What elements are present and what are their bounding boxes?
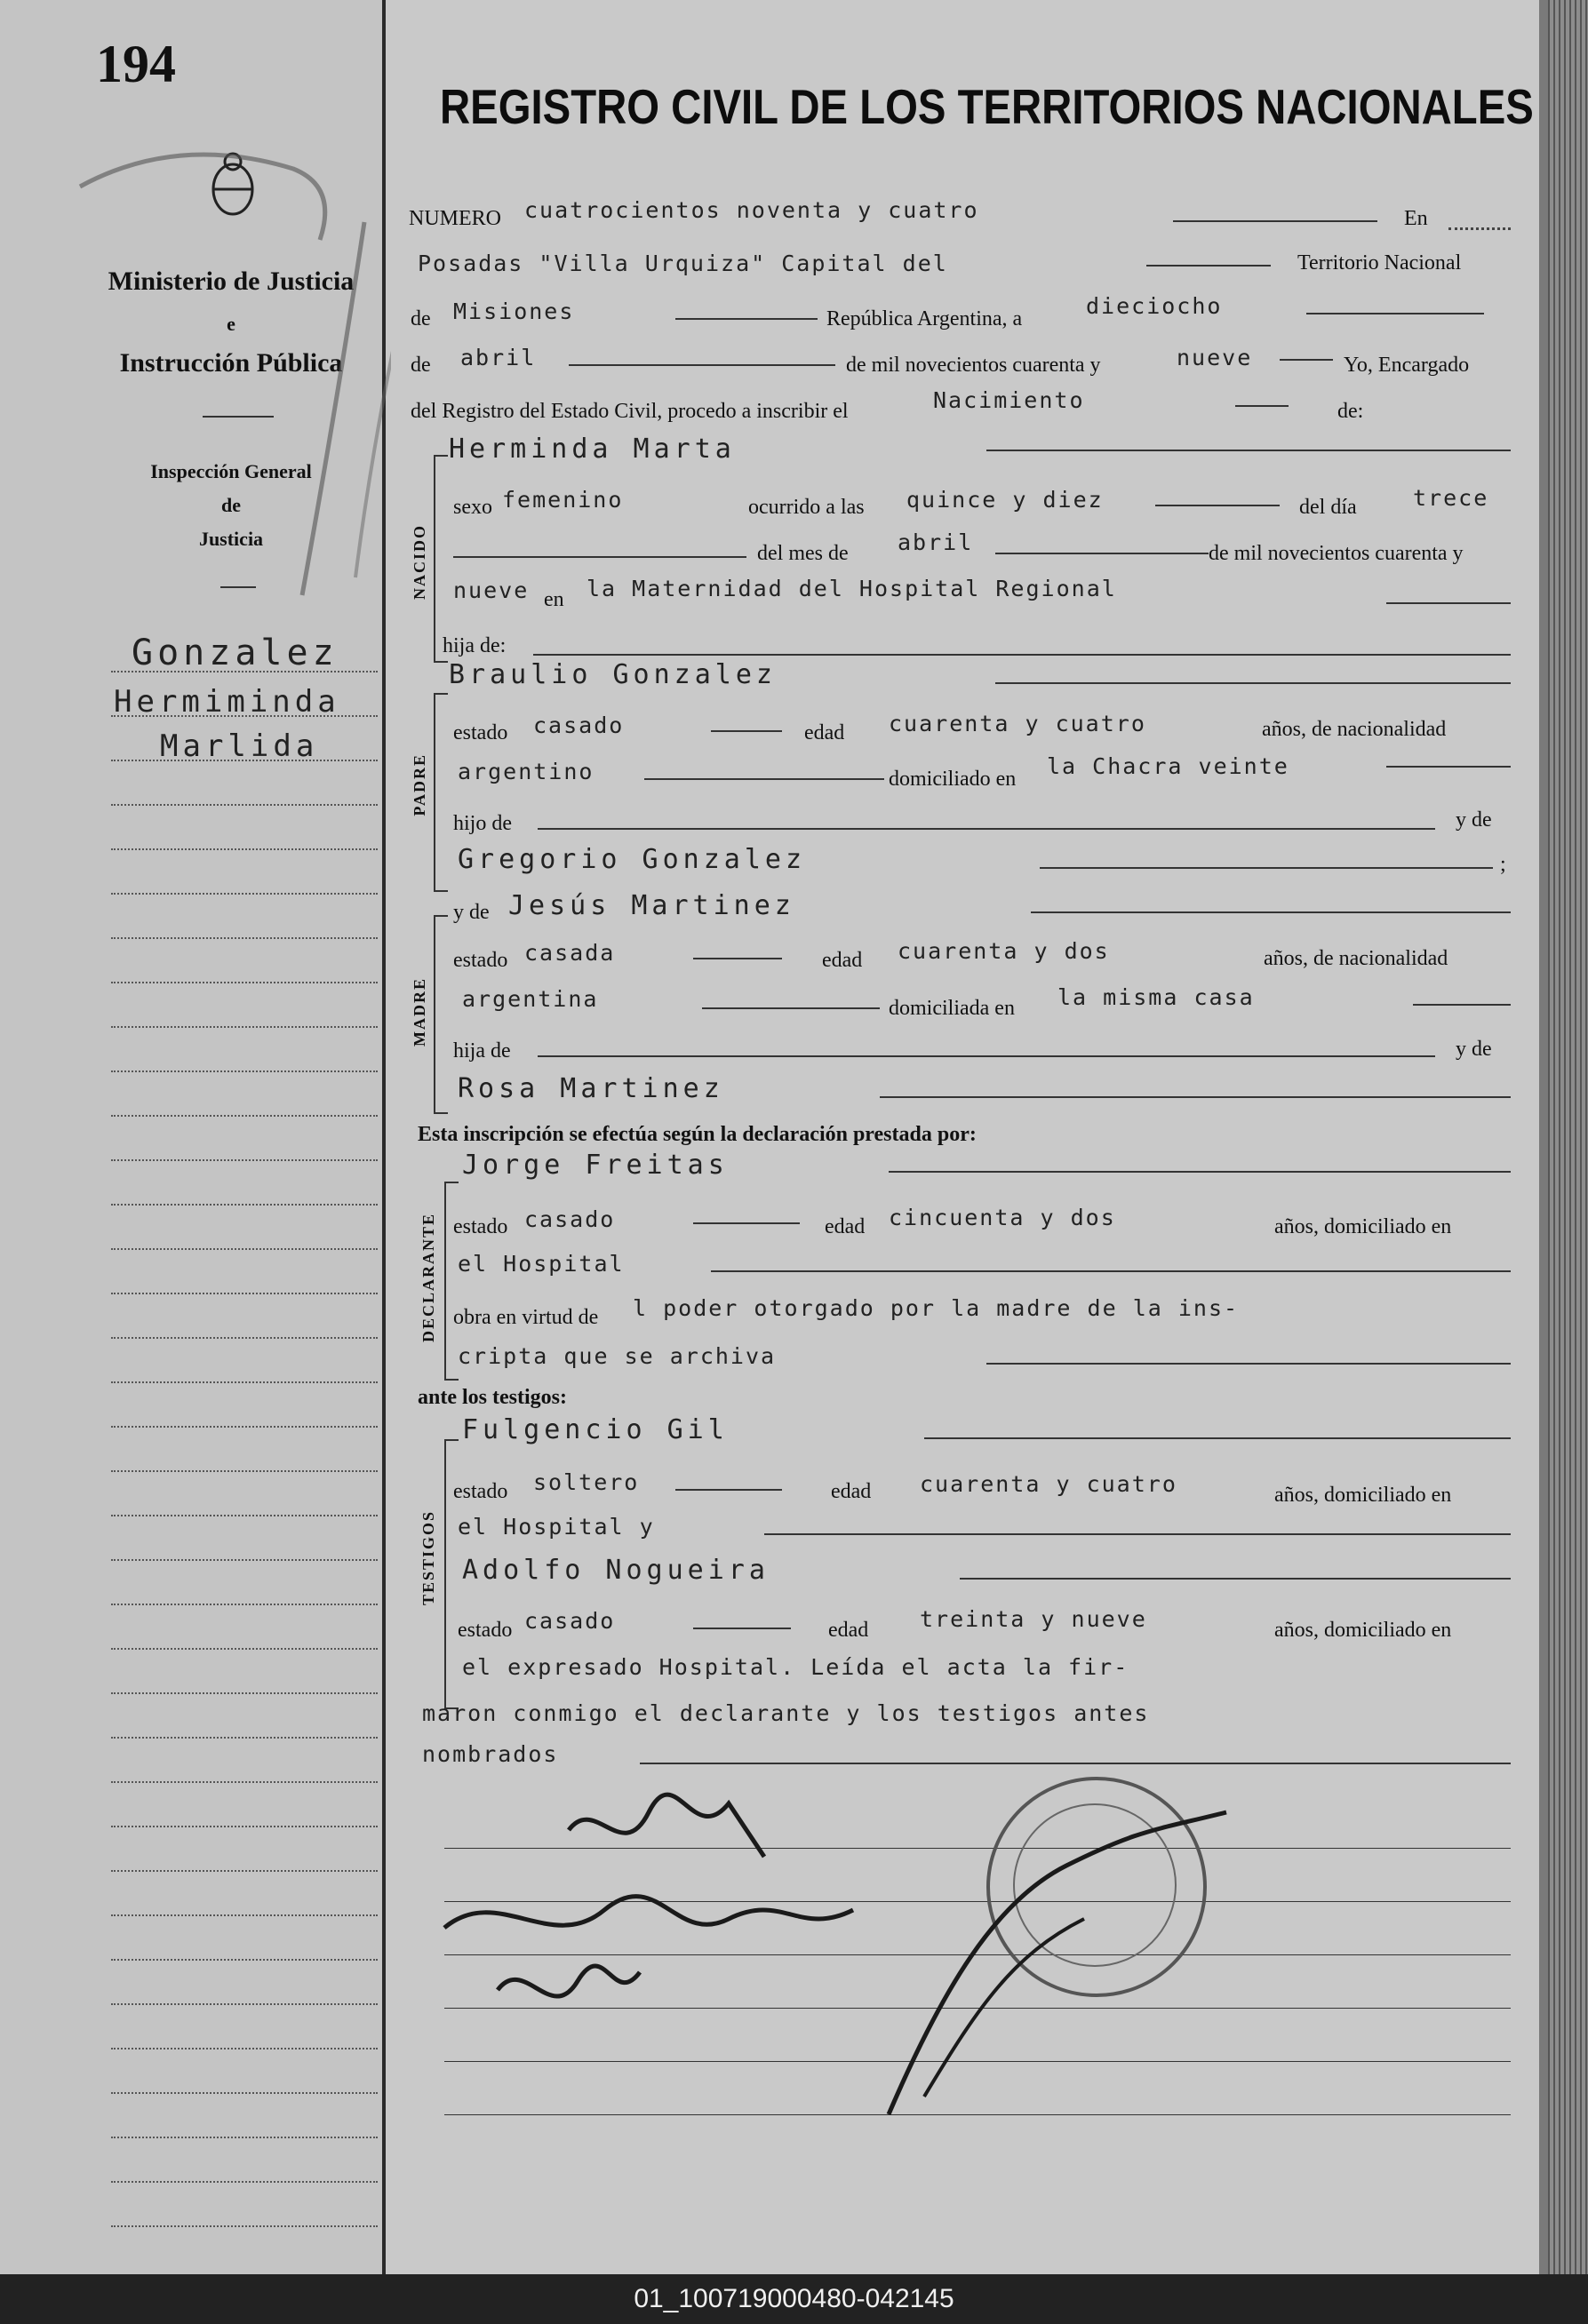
label-obra: obra en virtud de	[453, 1306, 599, 1329]
value-declarante-dom: el Hospital	[458, 1251, 625, 1277]
value-lugar: Posadas "Villa Urquiza" Capital del	[418, 251, 948, 276]
label-edad-madre: edad	[822, 949, 863, 972]
label-nacionalidad-padre: años, de nacionalidad	[1262, 718, 1447, 741]
value-testigo2-estado: casado	[524, 1608, 616, 1634]
value-lugar-nac: la Maternidad del Hospital Regional	[587, 576, 1117, 601]
label-domiciliado-padre: domiciliado en	[889, 768, 1017, 791]
label-del-mes: del mes de	[757, 542, 849, 565]
value-mes-inscripcion: abril	[460, 345, 537, 370]
value-mes-nac: abril	[898, 529, 974, 555]
value-obra2: cripta que se archiva	[458, 1343, 777, 1369]
value-madre-estado: casada	[524, 940, 616, 966]
label-edad-padre: edad	[804, 721, 845, 744]
ministry-line2: e	[227, 313, 235, 335]
label-domiciliado-testigo2: años, domiciliado en	[1274, 1619, 1452, 1642]
label-estado-testigo2: estado	[458, 1619, 513, 1642]
value-testigo2-dom: el expresado Hospital. Leída el acta la fir-	[462, 1654, 1129, 1680]
value-padre-nac: argentino	[458, 759, 595, 784]
ministry-line1: Ministerio de Justicia	[108, 267, 355, 296]
value-padre-edad: cuarenta y cuatro	[889, 711, 1146, 736]
label-de-1: de	[411, 307, 431, 330]
value-cierre2: nombrados	[422, 1741, 559, 1767]
margin-scribble	[71, 133, 391, 631]
section-padre: PADRE	[411, 753, 428, 816]
label-domiciliado-declarante: años, domiciliado en	[1274, 1215, 1452, 1238]
value-declarante-estado: casado	[524, 1206, 616, 1232]
label-edad-declarante: edad	[825, 1215, 866, 1238]
label-estado-madre: estado	[453, 949, 508, 972]
section-nacido: NACIDO	[411, 524, 428, 601]
value-acto: Nacimiento	[933, 387, 1085, 413]
value-numero: cuatrocientos noventa y cuatro	[524, 197, 979, 223]
value-dia-inscripcion: dieciocho	[1086, 293, 1223, 319]
value-hora: quince y diez	[906, 487, 1104, 513]
label-y-de-madre: y de	[453, 901, 490, 924]
label-de-mil-2: de mil novecientos cuarenta y	[1209, 542, 1464, 565]
label-hija-de: hija de:	[443, 634, 507, 657]
label-del-registro: del Registro del Estado Civil, procedo a inscribir el	[411, 400, 849, 423]
label-edad-testigo1: edad	[831, 1480, 872, 1503]
value-abuelo-p: Gregorio Gonzalez	[458, 844, 807, 875]
section-testigos: TESTIGOS	[419, 1510, 437, 1606]
value-declarante-nombre: Jorge Freitas	[462, 1150, 729, 1181]
value-declarante-edad: cincuenta y dos	[889, 1205, 1116, 1230]
value-dia-nac: trece	[1413, 485, 1489, 511]
label-de-mil: de mil novecientos cuarenta y	[846, 354, 1101, 377]
label-estado-padre: estado	[453, 721, 508, 744]
label-hijo-de: hijo de	[453, 812, 512, 835]
label-en-la: en	[544, 588, 564, 611]
label-domiciliada-madre: domiciliada en	[889, 997, 1015, 1020]
value-padre-estado: casado	[533, 712, 625, 738]
label-inscripcion: Esta inscripción se efectúa según la declaración prestada por:	[418, 1123, 977, 1146]
label-sexo: sexo	[453, 496, 492, 519]
label-de-colon: de:	[1337, 400, 1364, 423]
inspeccion-line1: Inspección General	[150, 460, 312, 482]
label-republica: República Argentina, a	[826, 307, 1023, 330]
label-numero: NUMERO	[409, 207, 502, 230]
label-de-2: de	[411, 354, 431, 377]
label-del-dia: del día	[1299, 496, 1357, 519]
label-edad-testigo2: edad	[828, 1619, 869, 1642]
value-anio: nueve	[1177, 345, 1253, 370]
signatures	[391, 1777, 1280, 2150]
label-domiciliado-testigo1: años, domiciliado en	[1274, 1484, 1452, 1507]
value-testigo1-dom: el Hospital y	[458, 1514, 655, 1540]
label-hija-de-2: hija de	[453, 1039, 511, 1063]
label-y-de-2: y de	[1456, 1038, 1492, 1061]
value-testigo1-estado: soltero	[533, 1469, 640, 1495]
value-testigo1-edad: cuarenta y cuatro	[920, 1471, 1177, 1497]
document-title: REGISTRO CIVIL DE LOS TERRITORIOS NACIONALES	[440, 79, 1534, 134]
page-number: 194	[96, 35, 176, 93]
value-abuela-m: Rosa Martinez	[458, 1073, 724, 1104]
label-yo: Yo, Encargado	[1344, 354, 1470, 377]
value-sexo: femenino	[502, 487, 624, 513]
book-pages-edge	[1548, 0, 1588, 2274]
value-madre-edad: cuarenta y dos	[898, 938, 1110, 964]
section-declarante: DECLARANTE	[419, 1213, 437, 1343]
label-nacionalidad-madre: años, de nacionalidad	[1264, 947, 1448, 970]
value-cierre1: maron conmigo el declarante y los testigos antes	[422, 1700, 1150, 1726]
inspeccion-line3: Justicia	[198, 528, 264, 550]
value-madre-nac: argentina	[462, 986, 599, 1012]
margin-secondname: Marlida	[160, 728, 319, 764]
margin-surname: Gonzalez	[132, 633, 339, 673]
label-semicolon: ;	[1500, 853, 1506, 876]
label-estado-testigo1: estado	[453, 1480, 508, 1503]
section-madre: MADRE	[411, 977, 428, 1047]
margin-firstname: Hermiminda	[114, 684, 340, 720]
value-testigo1: Fulgencio Gil	[462, 1414, 729, 1445]
inspeccion-line2: de	[221, 494, 241, 516]
label-y-de-1: y de	[1456, 808, 1492, 832]
ministry-line3: Instrucción Pública	[119, 348, 343, 378]
label-territorio: Territorio Nacional	[1297, 251, 1462, 275]
image-id-footer: 01_100719000480-042145	[0, 2274, 1588, 2324]
label-estado-declarante: estado	[453, 1215, 508, 1238]
value-madre-nombre: Jesús Martinez	[508, 890, 795, 921]
value-padre-dom: la Chacra veinte	[1047, 753, 1289, 779]
value-padre-nombre: Braulio Gonzalez	[449, 659, 777, 690]
value-madre-dom: la misma casa	[1057, 984, 1255, 1010]
value-obra1: l poder otorgado por la madre de la ins-	[633, 1295, 1240, 1321]
label-ocurrido: ocurrido a las	[748, 496, 865, 519]
value-territorio: Misiones	[453, 298, 575, 324]
value-anio-nac: nueve	[453, 577, 530, 603]
value-testigo2-edad: treinta y nueve	[920, 1606, 1147, 1632]
label-en: En	[1404, 207, 1428, 230]
value-testigo2: Adolfo Nogueira	[462, 1555, 770, 1586]
value-nombre: Herminda Marta	[449, 434, 736, 465]
label-ante: ante los testigos:	[418, 1386, 567, 1409]
